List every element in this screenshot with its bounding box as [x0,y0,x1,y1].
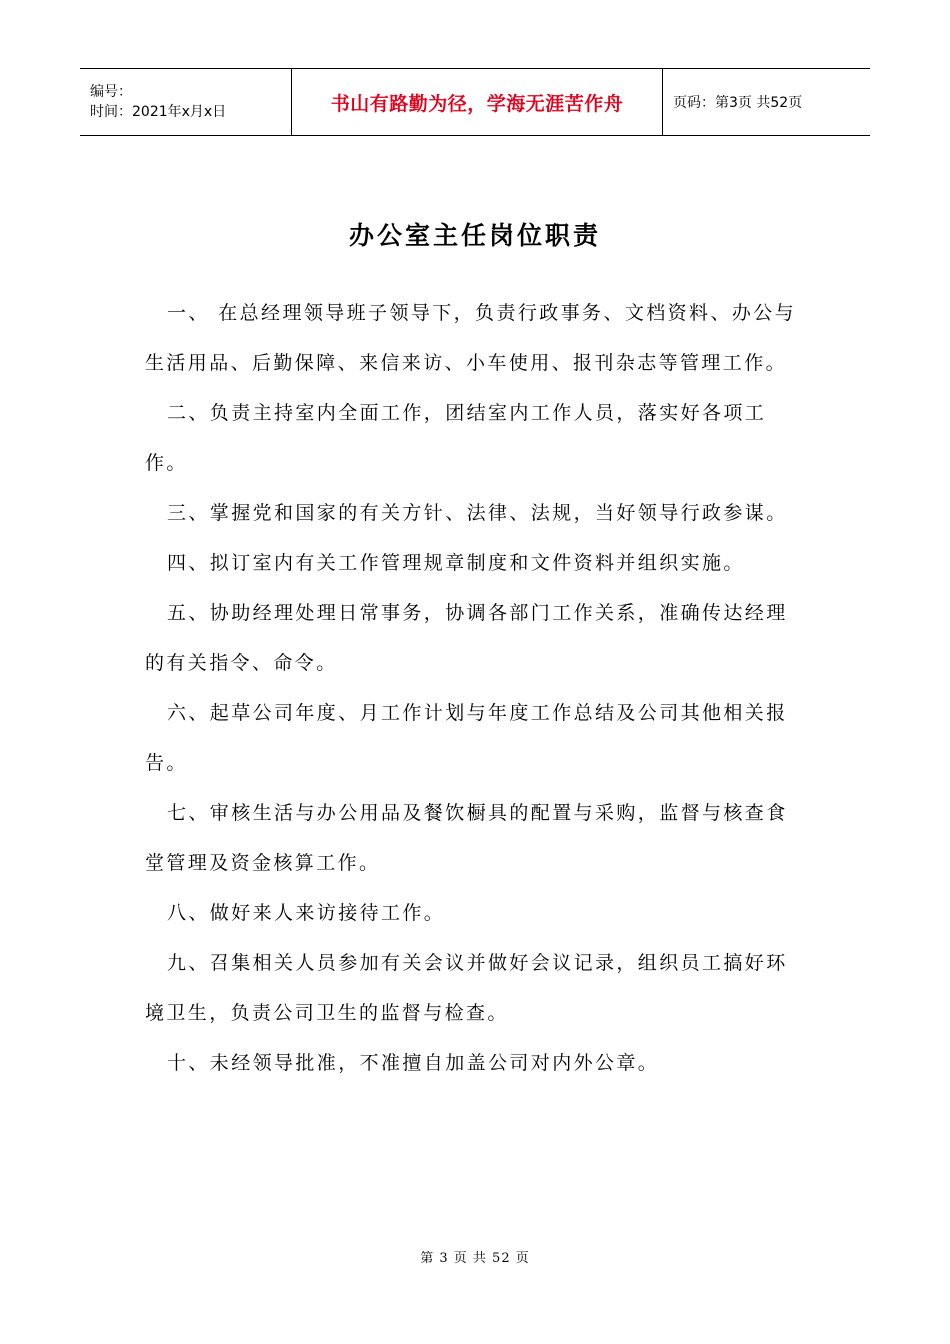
paragraph: 七、审核生活与办公用品及餐饮橱具的配置与采购，监督与核查食堂管理及资金核算工作。 [145,802,788,874]
header-motto-cell [292,69,663,136]
page-label: 页码：第3页 共52页 [673,95,803,111]
paragraph: 三、掌握党和国家的有关方针、法律、法规，当好领导行政参谋。 [167,502,788,524]
header-page-cell [663,69,871,136]
header-meta [80,69,292,136]
page-header [80,68,870,136]
document-title: 办公室主任岗位职责 [348,221,601,250]
date-label: 时间：2021年x月x日 [90,104,227,120]
page-footer: 第 3 页 共 52 页 [420,1251,530,1266]
paragraph: 二、负责主持室内全面工作，团结室内工作人员，落实好各项工作。 [145,402,767,474]
paragraph: 八、做好来人来访接待工作。 [167,902,446,924]
paragraph: 六、起草公司年度、月工作计划与年度工作总结及公司其他相关报告。 [145,702,788,774]
paragraph: 一、 在总经理领导班子领导下，负责行政事务、文档资料、办公与生活用品、后勤保障、来信来访、小车使用、报刊杂志等管理工作。 [145,302,797,374]
number-label: 编号： [90,84,132,100]
document-body [145,288,805,1088]
paragraph: 五、协助经理处理日常事务，协调各部门工作关系，准确传达经理的有关指令、命令。 [145,602,788,674]
paragraph: 四、拟订室内有关工作管理规章制度和文件资料并组织实施。 [167,552,745,574]
paragraph: 九、召集相关人员参加有关会议并做好会议记录，组织员工搞好环境卫生，负责公司卫生的监督与检查。 [145,952,788,1024]
motto-text: 书山有路勤为径，学海无涯苦作舟 [330,92,624,115]
paragraph: 十、未经领导批准，不准擅自加盖公司对内外公章。 [167,1052,660,1074]
